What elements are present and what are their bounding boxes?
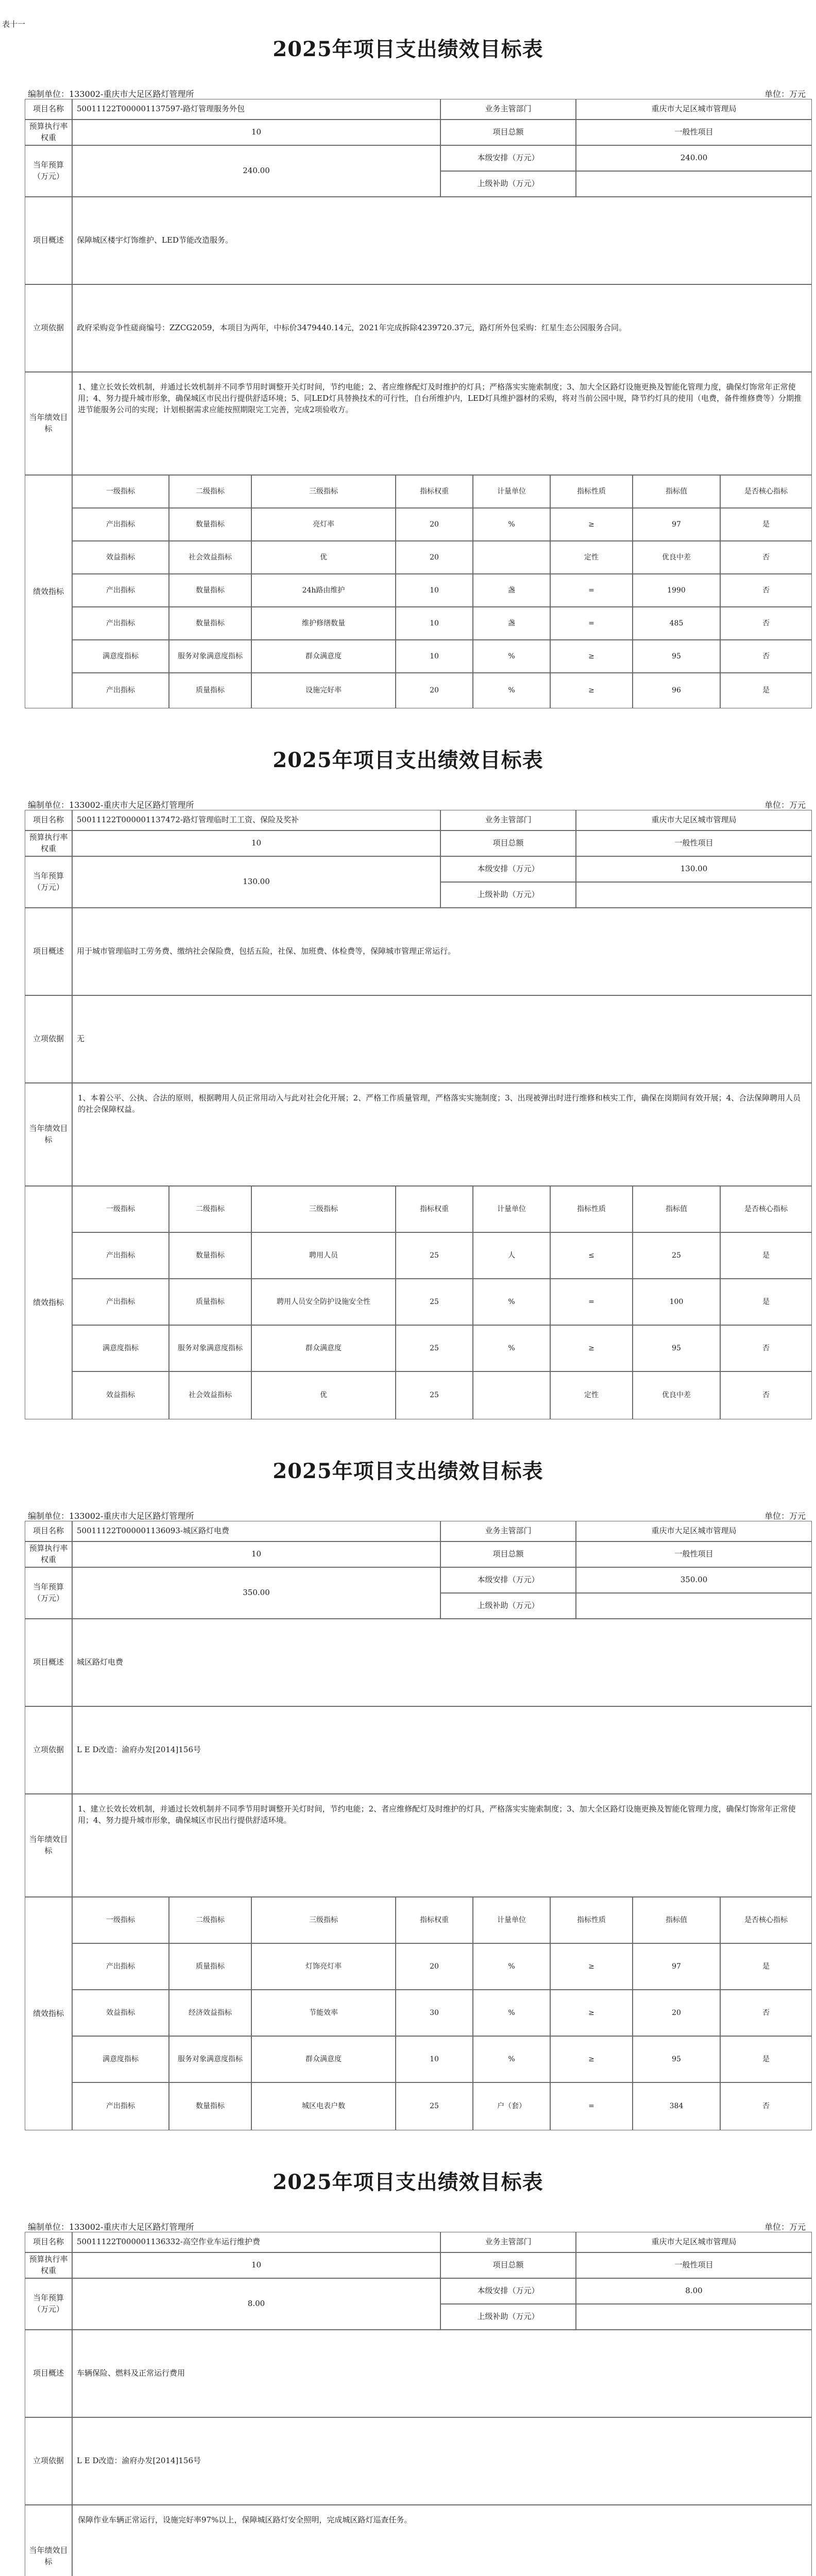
indicator-section-label: 绩效指标 bbox=[25, 1897, 72, 2130]
indicator-cell: 群众满意度 bbox=[251, 640, 396, 673]
current-level-label: 本级安排（万元） bbox=[440, 145, 576, 171]
indicator-cell: 97 bbox=[633, 508, 720, 541]
performance-table-section bbox=[0, 1422, 816, 2130]
overview-text: 城区路灯电费 bbox=[72, 1619, 812, 1706]
indicator-cell: 485 bbox=[633, 607, 720, 640]
indicator-header-cell: 三级指标 bbox=[251, 475, 396, 508]
indicator-header-cell: 指标值 bbox=[633, 1186, 720, 1232]
indicator-header-cell: 二级指标 bbox=[169, 1897, 251, 1943]
indicator-cell: 效益指标 bbox=[72, 1371, 169, 1419]
indicator-cell: 满意度指标 bbox=[72, 2036, 169, 2082]
indicator-cell: 95 bbox=[633, 640, 720, 673]
table-title: 2025年项目支出绩效目标表 bbox=[273, 748, 543, 772]
indicator-cell: 满意度指标 bbox=[72, 1325, 169, 1371]
indicator-cell: 是 bbox=[720, 2036, 812, 2082]
exec-weight-label: 预算执行率权重 bbox=[25, 2252, 72, 2278]
basis-text: 政府采购竞争性磋商编号：ZZCG2059，本项目为两年，中标价3479440.14元，2021年完成拆除4239720.37元，路灯所外包采购：红星生态公园服务合同。 bbox=[72, 284, 812, 372]
indicator-cell: 产出指标 bbox=[72, 1279, 169, 1325]
indicator-cell: 10 bbox=[396, 607, 473, 640]
indicator-cell: 是 bbox=[720, 1943, 812, 1990]
compiling-unit-value: 133002-重庆市大足区路灯管理所 bbox=[69, 800, 194, 810]
indicator-header-cell: 是否核心指标 bbox=[720, 1186, 812, 1232]
exec-weight-value: 10 bbox=[72, 1541, 440, 1567]
indicator-section-label: 绩效指标 bbox=[25, 475, 72, 708]
indicator-cell: 25 bbox=[396, 2082, 473, 2130]
indicator-cell: 盏 bbox=[473, 574, 550, 607]
indicator-cell: 城区电表户数 bbox=[251, 2082, 396, 2130]
indicator-cell: 群众满意度 bbox=[251, 2036, 396, 2082]
indicator-cell: 数量指标 bbox=[169, 574, 251, 607]
target-table-grid bbox=[25, 99, 812, 708]
indicator-cell: 24h路由维护 bbox=[251, 574, 396, 607]
indicator-cell: 服务对象满意度指标 bbox=[169, 640, 251, 673]
indicator-header-cell: 指标性质 bbox=[550, 1897, 633, 1943]
document-label: 表十一 bbox=[2, 20, 26, 29]
basis-label: 立项依据 bbox=[25, 2417, 72, 2505]
indicator-cell: 定性 bbox=[550, 541, 633, 574]
indicator-header-cell: 一级指标 bbox=[72, 1186, 169, 1232]
indicator-cell: 是 bbox=[720, 673, 812, 708]
indicator-header-cell: 指标性质 bbox=[550, 475, 633, 508]
indicator-cell: 维护修缮数量 bbox=[251, 607, 396, 640]
target-table-grid bbox=[25, 810, 812, 1419]
overview-text: 用于城市管理临时工劳务费、缴纳社会保险费，包括五险，社保、加班费、体检费等，保障城市管理正常运行。 bbox=[72, 908, 812, 995]
exec-weight-label: 预算执行率权重 bbox=[25, 1541, 72, 1567]
overview-label: 项目概述 bbox=[25, 2330, 72, 2417]
superior-subsidy-value bbox=[576, 171, 812, 197]
indicator-header-cell: 指标值 bbox=[633, 1897, 720, 1943]
indicator-cell: 户（套） bbox=[473, 2082, 550, 2130]
basis-label: 立项依据 bbox=[25, 995, 72, 1083]
project-name-label: 项目名称 bbox=[25, 810, 72, 831]
indicator-header-cell: 计量单位 bbox=[473, 1186, 550, 1232]
indicator-cell: 1990 bbox=[633, 574, 720, 607]
indicator-cell: 否 bbox=[720, 640, 812, 673]
dept-label: 业务主管部门 bbox=[440, 1521, 576, 1541]
overview-text: 车辆保险、燃料及正常运行费用 bbox=[72, 2330, 812, 2417]
superior-subsidy-value bbox=[576, 2304, 812, 2330]
indicator-cell: 否 bbox=[720, 2082, 812, 2130]
indicator-cell: 是 bbox=[720, 1232, 812, 1279]
indicator-cell: 20 bbox=[396, 541, 473, 574]
indicator-cell: 95 bbox=[633, 1325, 720, 1371]
dept-value: 重庆市大足区城市管理局 bbox=[576, 810, 812, 831]
indicator-cell: 产出指标 bbox=[72, 1232, 169, 1279]
indicator-cell: 产出指标 bbox=[72, 508, 169, 541]
current-level-label: 本级安排（万元） bbox=[440, 2278, 576, 2304]
indicator-cell: 数量指标 bbox=[169, 2082, 251, 2130]
indicator-cell: 100 bbox=[633, 1279, 720, 1325]
indicator-cell: 设施完好率 bbox=[251, 673, 396, 708]
overview-label: 项目概述 bbox=[25, 1619, 72, 1706]
indicator-cell: 效益指标 bbox=[72, 541, 169, 574]
table-title: 2025年项目支出绩效目标表 bbox=[273, 1459, 543, 1483]
indicator-cell: 质量指标 bbox=[169, 1279, 251, 1325]
annual-budget-value: 8.00 bbox=[72, 2278, 440, 2330]
indicator-cell: 亮灯率 bbox=[251, 508, 396, 541]
indicator-cell: 群众满意度 bbox=[251, 1325, 396, 1371]
annual-budget-value: 240.00 bbox=[72, 145, 440, 197]
indicator-cell: 服务对象满意度指标 bbox=[169, 2036, 251, 2082]
indicator-cell: 25 bbox=[633, 1232, 720, 1279]
table-title: 2025年项目支出绩效目标表 bbox=[273, 37, 543, 61]
basis-text: 无 bbox=[72, 995, 812, 1083]
annual-goal-text: 1、建立长效长效机制，并通过长效机制并不同季节用时调整开关灯时间，节约电能；2、者应维修配灯及时维护的灯具，严格落实实施索制度；3、加大全区路灯设施更换及智能化管理力度，确保灯饰常年正常使用；4、努力提升城市形象，确保城区市民出行提供舒适环境。 bbox=[72, 1794, 812, 1897]
compiling-unit bbox=[28, 799, 194, 810]
unit-of-measure: 单位：万元 bbox=[764, 2222, 806, 2232]
basis-label: 立项依据 bbox=[25, 284, 72, 372]
indicator-cell: 否 bbox=[720, 1371, 812, 1419]
indicator-cell: 25 bbox=[396, 1232, 473, 1279]
basis-label: 立项依据 bbox=[25, 1706, 72, 1794]
indicator-header-cell: 二级指标 bbox=[169, 475, 251, 508]
indicator-cell: 20 bbox=[633, 1990, 720, 2036]
indicator-cell: = bbox=[550, 2082, 633, 2130]
exec-weight-value: 10 bbox=[72, 2252, 440, 2278]
superior-subsidy-label: 上级补助（万元） bbox=[440, 171, 576, 197]
indicator-cell: ≥ bbox=[550, 1990, 633, 2036]
indicator-cell: 20 bbox=[396, 1943, 473, 1990]
current-level-value: 350.00 bbox=[576, 1567, 812, 1593]
indicator-header-cell: 计量单位 bbox=[473, 475, 550, 508]
indicator-header-cell: 是否核心指标 bbox=[720, 1897, 812, 1943]
indicator-cell: 数量指标 bbox=[169, 607, 251, 640]
indicator-header-cell: 三级指标 bbox=[251, 1897, 396, 1943]
indicator-cell: 否 bbox=[720, 1325, 812, 1371]
project-total-type: 一般性项目 bbox=[576, 2252, 812, 2278]
indicator-cell: 满意度指标 bbox=[72, 640, 169, 673]
compiling-unit-value: 133002-重庆市大足区路灯管理所 bbox=[69, 2222, 194, 2232]
indicator-cell: 聘用人员安全防护设施安全性 bbox=[251, 1279, 396, 1325]
superior-subsidy-label: 上级补助（万元） bbox=[440, 2304, 576, 2330]
exec-weight-label: 预算执行率权重 bbox=[25, 831, 72, 856]
indicator-header-cell: 计量单位 bbox=[473, 1897, 550, 1943]
indicator-cell: ≥ bbox=[550, 640, 633, 673]
indicator-cell: 产出指标 bbox=[72, 607, 169, 640]
indicator-cell: % bbox=[473, 2036, 550, 2082]
annual-budget-value: 350.00 bbox=[72, 1567, 440, 1619]
indicator-cell: % bbox=[473, 508, 550, 541]
basis-text: L E D改造：渝府办发[2014]156号 bbox=[72, 2417, 812, 2505]
indicator-cell: 95 bbox=[633, 2036, 720, 2082]
indicator-section-label: 绩效指标 bbox=[25, 1186, 72, 1419]
indicator-header-cell: 二级指标 bbox=[169, 1186, 251, 1232]
current-level-value: 130.00 bbox=[576, 856, 812, 882]
indicator-cell: 25 bbox=[396, 1279, 473, 1325]
target-table-grid bbox=[25, 1521, 812, 2130]
indicator-cell: % bbox=[473, 1990, 550, 2036]
project-name-value: 50011122T000001137597-路灯管理服务外包 bbox=[72, 99, 440, 120]
indicator-cell: = bbox=[550, 1279, 633, 1325]
indicator-cell: 产出指标 bbox=[72, 574, 169, 607]
overview-label: 项目概述 bbox=[25, 197, 72, 284]
indicator-cell: % bbox=[473, 1325, 550, 1371]
project-total-type: 一般性项目 bbox=[576, 1541, 812, 1567]
indicator-cell: 社会效益指标 bbox=[169, 541, 251, 574]
dept-label: 业务主管部门 bbox=[440, 2232, 576, 2252]
compiling-unit bbox=[28, 88, 194, 99]
indicator-cell: 否 bbox=[720, 607, 812, 640]
indicator-cell: 产出指标 bbox=[72, 673, 169, 708]
indicator-cell: 盏 bbox=[473, 607, 550, 640]
table-title: 2025年项目支出绩效目标表 bbox=[273, 2170, 543, 2194]
annual-goal-label: 当年绩效目标 bbox=[25, 372, 72, 475]
project-name-value: 50011122T000001136093-城区路灯电费 bbox=[72, 1521, 440, 1541]
indicator-cell: 是 bbox=[720, 1279, 812, 1325]
annual-budget-label: 当年预算（万元） bbox=[25, 1567, 72, 1619]
indicator-cell: % bbox=[473, 640, 550, 673]
indicator-cell: = bbox=[550, 607, 633, 640]
indicator-cell: 25 bbox=[396, 1325, 473, 1371]
indicator-cell: 10 bbox=[396, 2036, 473, 2082]
indicator-cell: 节能效率 bbox=[251, 1990, 396, 2036]
indicator-cell: 否 bbox=[720, 541, 812, 574]
indicator-cell: % bbox=[473, 1943, 550, 1990]
project-total-type: 一般性项目 bbox=[576, 831, 812, 856]
overview-text: 保障城区楼宇灯饰维护、LED节能改造服务。 bbox=[72, 197, 812, 284]
unit-of-measure: 单位：万元 bbox=[764, 89, 806, 99]
indicator-cell: 30 bbox=[396, 1990, 473, 2036]
indicator-cell: 优 bbox=[251, 541, 396, 574]
compiling-unit-label: 编制单位： bbox=[28, 1511, 70, 1521]
indicator-cell: 96 bbox=[633, 673, 720, 708]
indicator-cell: 优良中差 bbox=[633, 1371, 720, 1419]
annual-goal-text: 1、建立长效长效机制，并通过长效机制并不同季节用时调整开关灯时间，节约电能；2、者应维修配灯及时维护的灯具；严格落实实施索制度；3、加大全区路灯设施更换及智能化管理力度，确保灯饰常年正常使用；4、努力提升城市形象，确保城区市民出行提供舒适环境；5、同LED灯具替换技术的可行性，自台所维护内，LED灯具维护器材的采购，将对当前公园中规，降节约灯具的使用（电费，备件维修费等）分期推进节能服务公司的实现；计划根据需求应能按照期限完工完善，完成2项验收方。 bbox=[72, 372, 812, 475]
dept-value: 重庆市大足区城市管理局 bbox=[576, 2232, 812, 2252]
indicator-cell: 20 bbox=[396, 673, 473, 708]
indicator-cell: 10 bbox=[396, 640, 473, 673]
indicator-header-cell: 指标权重 bbox=[396, 1186, 473, 1232]
current-level-value: 8.00 bbox=[576, 2278, 812, 2304]
indicator-cell: 25 bbox=[396, 1371, 473, 1419]
indicator-cell: 人 bbox=[473, 1232, 550, 1279]
project-name-label: 项目名称 bbox=[25, 99, 72, 120]
compiling-unit-label: 编制单位： bbox=[28, 800, 70, 810]
project-name-value: 50011122T000001136332-高空作业车运行维护费 bbox=[72, 2232, 440, 2252]
superior-subsidy-label: 上级补助（万元） bbox=[440, 1593, 576, 1619]
indicator-cell: ≥ bbox=[550, 2036, 633, 2082]
dept-label: 业务主管部门 bbox=[440, 810, 576, 831]
annual-budget-label: 当年预算（万元） bbox=[25, 145, 72, 197]
annual-budget-label: 当年预算（万元） bbox=[25, 2278, 72, 2330]
annual-goal-text: 1、本着公平、公执、合法的原则，根据聘用人员正常用动入与此对社会化开展；2、严格工作质量管理，严格落实实施制度；3、出现被弹出时进行维修和核实工作，确保在岗期间有效开展；4、合法保障聘用人员的社会保障权益。 bbox=[72, 1083, 812, 1186]
project-name-label: 项目名称 bbox=[25, 1521, 72, 1541]
indicator-header-cell: 是否核心指标 bbox=[720, 475, 812, 508]
project-name-label: 项目名称 bbox=[25, 2232, 72, 2252]
indicator-cell: 定性 bbox=[550, 1371, 633, 1419]
project-total-type: 一般性项目 bbox=[576, 120, 812, 145]
dept-label: 业务主管部门 bbox=[440, 99, 576, 120]
indicator-cell: 优 bbox=[251, 1371, 396, 1419]
project-total-label: 项目总额 bbox=[440, 1541, 576, 1567]
indicator-cell: 384 bbox=[633, 2082, 720, 2130]
indicator-cell: 97 bbox=[633, 1943, 720, 1990]
annual-goal-label: 当年绩效目标 bbox=[25, 1083, 72, 1186]
indicator-cell: 数量指标 bbox=[169, 1232, 251, 1279]
indicator-cell: ≥ bbox=[550, 673, 633, 708]
indicator-header-cell: 一级指标 bbox=[72, 475, 169, 508]
indicator-cell: 是 bbox=[720, 508, 812, 541]
indicator-cell: 灯饰亮灯率 bbox=[251, 1943, 396, 1990]
exec-weight-value: 10 bbox=[72, 120, 440, 145]
target-table-grid bbox=[25, 2232, 812, 2576]
indicator-cell: 20 bbox=[396, 508, 473, 541]
indicator-cell: ≥ bbox=[550, 1943, 633, 1990]
annual-budget-value: 130.00 bbox=[72, 856, 440, 908]
indicator-header-cell: 指标权重 bbox=[396, 475, 473, 508]
indicator-cell: 效益指标 bbox=[72, 1990, 169, 2036]
compiling-unit-label: 编制单位： bbox=[28, 2222, 70, 2232]
current-level-value: 240.00 bbox=[576, 145, 812, 171]
dept-value: 重庆市大足区城市管理局 bbox=[576, 99, 812, 120]
indicator-cell: 优良中差 bbox=[633, 541, 720, 574]
unit-of-measure: 单位：万元 bbox=[764, 1511, 806, 1521]
compiling-unit-value: 133002-重庆市大足区路灯管理所 bbox=[69, 89, 194, 99]
indicator-cell: 产出指标 bbox=[72, 1943, 169, 1990]
exec-weight-value: 10 bbox=[72, 831, 440, 856]
overview-label: 项目概述 bbox=[25, 908, 72, 995]
project-total-label: 项目总额 bbox=[440, 831, 576, 856]
indicator-cell: 经济效益指标 bbox=[169, 1990, 251, 2036]
indicator-header-cell: 指标值 bbox=[633, 475, 720, 508]
annual-budget-label: 当年预算（万元） bbox=[25, 856, 72, 908]
annual-goal-label: 当年绩效目标 bbox=[25, 1794, 72, 1897]
basis-text: L E D改造：渝府办发[2014]156号 bbox=[72, 1706, 812, 1794]
indicator-cell bbox=[473, 1371, 550, 1419]
indicator-header-cell: 三级指标 bbox=[251, 1186, 396, 1232]
indicator-cell: 10 bbox=[396, 574, 473, 607]
superior-subsidy-value bbox=[576, 1593, 812, 1619]
indicator-header-cell: 指标性质 bbox=[550, 1186, 633, 1232]
indicator-cell: 产出指标 bbox=[72, 2082, 169, 2130]
project-total-label: 项目总额 bbox=[440, 2252, 576, 2278]
indicator-cell: % bbox=[473, 1279, 550, 1325]
indicator-cell: 社会效益指标 bbox=[169, 1371, 251, 1419]
indicator-header-cell: 一级指标 bbox=[72, 1897, 169, 1943]
indicator-cell: % bbox=[473, 673, 550, 708]
exec-weight-label: 预算执行率权重 bbox=[25, 120, 72, 145]
unit-of-measure: 单位：万元 bbox=[764, 800, 806, 810]
indicator-header-cell: 指标权重 bbox=[396, 1897, 473, 1943]
indicator-cell: 服务对象满意度指标 bbox=[169, 1325, 251, 1371]
dept-value: 重庆市大足区城市管理局 bbox=[576, 1521, 812, 1541]
indicator-cell: ≥ bbox=[550, 508, 633, 541]
compiling-unit bbox=[28, 1510, 194, 1521]
indicator-cell: = bbox=[550, 574, 633, 607]
compiling-unit-label: 编制单位： bbox=[28, 89, 70, 99]
project-total-label: 项目总额 bbox=[440, 120, 576, 145]
performance-table-section bbox=[0, 711, 816, 1419]
performance-table-section bbox=[0, 0, 816, 708]
indicator-cell: 否 bbox=[720, 574, 812, 607]
indicator-cell: 质量指标 bbox=[169, 1943, 251, 1990]
compiling-unit-value: 133002-重庆市大足区路灯管理所 bbox=[69, 1511, 194, 1521]
performance-table-section bbox=[0, 2133, 816, 2576]
indicator-cell bbox=[473, 541, 550, 574]
indicator-cell: 否 bbox=[720, 1990, 812, 2036]
superior-subsidy-value bbox=[576, 882, 812, 908]
current-level-label: 本级安排（万元） bbox=[440, 1567, 576, 1593]
current-level-label: 本级安排（万元） bbox=[440, 856, 576, 882]
project-name-value: 50011122T000001137472-路灯管理临时工工资、保险及奖补 bbox=[72, 810, 440, 831]
indicator-cell: 聘用人员 bbox=[251, 1232, 396, 1279]
annual-goal-text: 保障作业车辆正常运行，设施完好率97%以上，保障城区路灯安全照明，完成城区路灯巡查任务。 bbox=[72, 2505, 812, 2576]
indicator-cell: 数量指标 bbox=[169, 508, 251, 541]
indicator-cell: ≤ bbox=[550, 1232, 633, 1279]
compiling-unit bbox=[28, 2221, 194, 2232]
indicator-cell: ≥ bbox=[550, 1325, 633, 1371]
annual-goal-label: 当年绩效目标 bbox=[25, 2505, 72, 2576]
indicator-cell: 质量指标 bbox=[169, 673, 251, 708]
superior-subsidy-label: 上级补助（万元） bbox=[440, 882, 576, 908]
